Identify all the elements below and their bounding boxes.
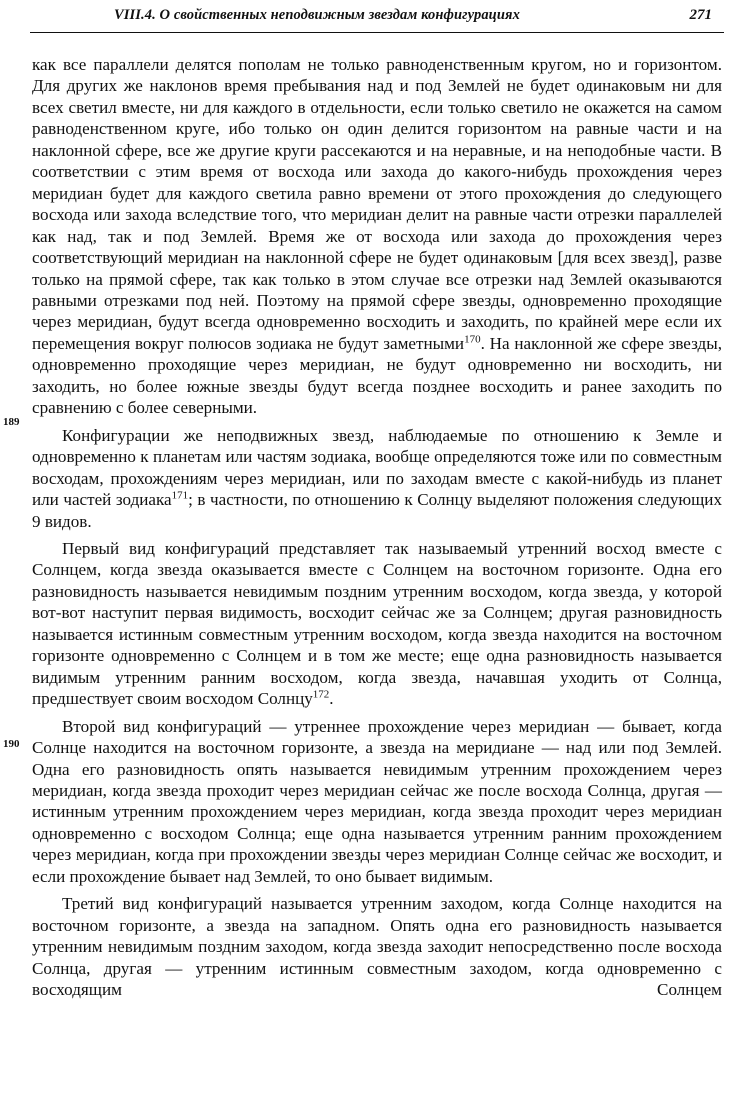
paragraph-2-text-a: Конфигурации же неподвижных звезд, наблюдаемые по отношению к Земле и одновременно к планетам или частям зодиака, вообще определяются тоже или по совместным восходам, прохождениям через меридиан, или по заходам вместе с какой-нибудь из планет или частей зодиака <box>32 425 722 510</box>
paragraph-2 <box>32 425 722 532</box>
paragraph-3-text-b: . <box>329 689 334 709</box>
paragraph-4-text: Второй вид конфигураций — утреннее прохождение через меридиан — бывает, когда Солнце находится на восточном горизонте, а звезда на меридиане — над или под Землей. Одна его разновидность опять называется невидимым утренним прохождением через меридиан, когда звезда проходит через меридиан сейчас же после восхода Солнца, другая — истинным утренним прохождением через меридиан, когда звезда проходит через меридиан одновременно с восходом Солнца; еще одна называется утренним ранним прохождением через меридиан, когда при прохождении звезды через меридиан Солнце сейчас же восходит, и если прохождение бывает над Землей, то оно бывает видимым. <box>32 716 722 886</box>
running-header <box>30 4 724 33</box>
paragraph-3-text-a: Первый вид конфигураций представляет так называемый утренний восход вместе с Солнцем, когда звезда оказывается вместе с Солнцем на восточном горизонте. Одна его разновидность называется невидимым поздним утренним восходом, когда звезда, у которой вот-вот наступит первая видимость, восходит сейчас же за Солнцем; другая разновидность называется истинным совместным утренним восходом, когда звезда находится на восточном горизонте одновременно с Солнцем и в том же месте; еще одна разновидность называется видимым утренним ранним восходом, когда звезда, начавшая уходить от Солнца, предшествует своим восходом Солнцу <box>32 538 722 709</box>
paragraph-3 <box>32 538 722 710</box>
footnote-ref-170: 170 <box>464 333 481 346</box>
paragraph-1 <box>32 54 722 419</box>
margin-number-189: 189 <box>3 416 20 428</box>
running-title: VIII.4. О свойственных неподвижным звездам конфигурациях <box>114 7 520 23</box>
page-number: 271 <box>689 7 712 23</box>
paragraph-1-text-b: . На наклонной же сфере звезды, одновременно проходящие через меридиан, не будут одновременно ни восходить, ни заходить, но более южные звезды будут всегда позднее восходить и ранее заходить по сравнению с более северными. <box>32 333 722 418</box>
paragraph-4 <box>32 716 722 888</box>
main-text <box>32 54 722 1006</box>
paragraph-1-text-a: как все параллели делятся пополам не только равноденственным кругом, но и горизонтом. Для других же наклонов время пребывания над и под Землей не будет одинаковым ни для всех светил вместе, ни для каждого в отдельности, если только светило не окажется на самом равноденственном круге, ибо только он один делится горизонтом на равные части и на наклонной сфере, все же другие круги рассекаются и на неравные, и на неподобные части. В соответствии с этим время от восхода или захода до какого-нибудь прохождения через меридиан будет для каждого светила равно времени от этого прохождения до следующего восхода или захода вследствие того, что меридиан делит на равные части отрезки параллелей как над, так и под Землей. Время же от восхода или захода до прохождения через соответствующий меридиан на наклонной сфере не будет одинаковым [для всех звезд], разве только на прямой сфере, так как только в этом случае все отрезки над Землей оказываются равными отрезками под ней. Поэтому на прямой сфере звезды, одновременно проходящие через меридиан, будут всегда одновременно восходить и заходить, по крайней мере если их перемещения вокруг полюсов зодиака не будут заметными <box>32 55 722 353</box>
margin-number-190: 190 <box>3 738 20 750</box>
paragraph-2-text-b: ; в частности, по отношению к Солнцу выделяют положения следующих 9 видов. <box>32 490 722 531</box>
paragraph-5-text: Третий вид конфигураций называется утренним заходом, когда Солнце находится на восточном горизонте, а звезда на западном. Опять одна его разновидность называется утренним невидимым поздним заходом, когда звезда заходит непосредственно после восхода Солнца, другая — утренним истинным совместным заходом, когда одновременно с восходящим Солнцем <box>32 894 722 1000</box>
footnote-ref-171: 171 <box>171 489 189 502</box>
paragraph-5 <box>32 893 722 1000</box>
footnote-ref-172: 172 <box>312 688 330 701</box>
